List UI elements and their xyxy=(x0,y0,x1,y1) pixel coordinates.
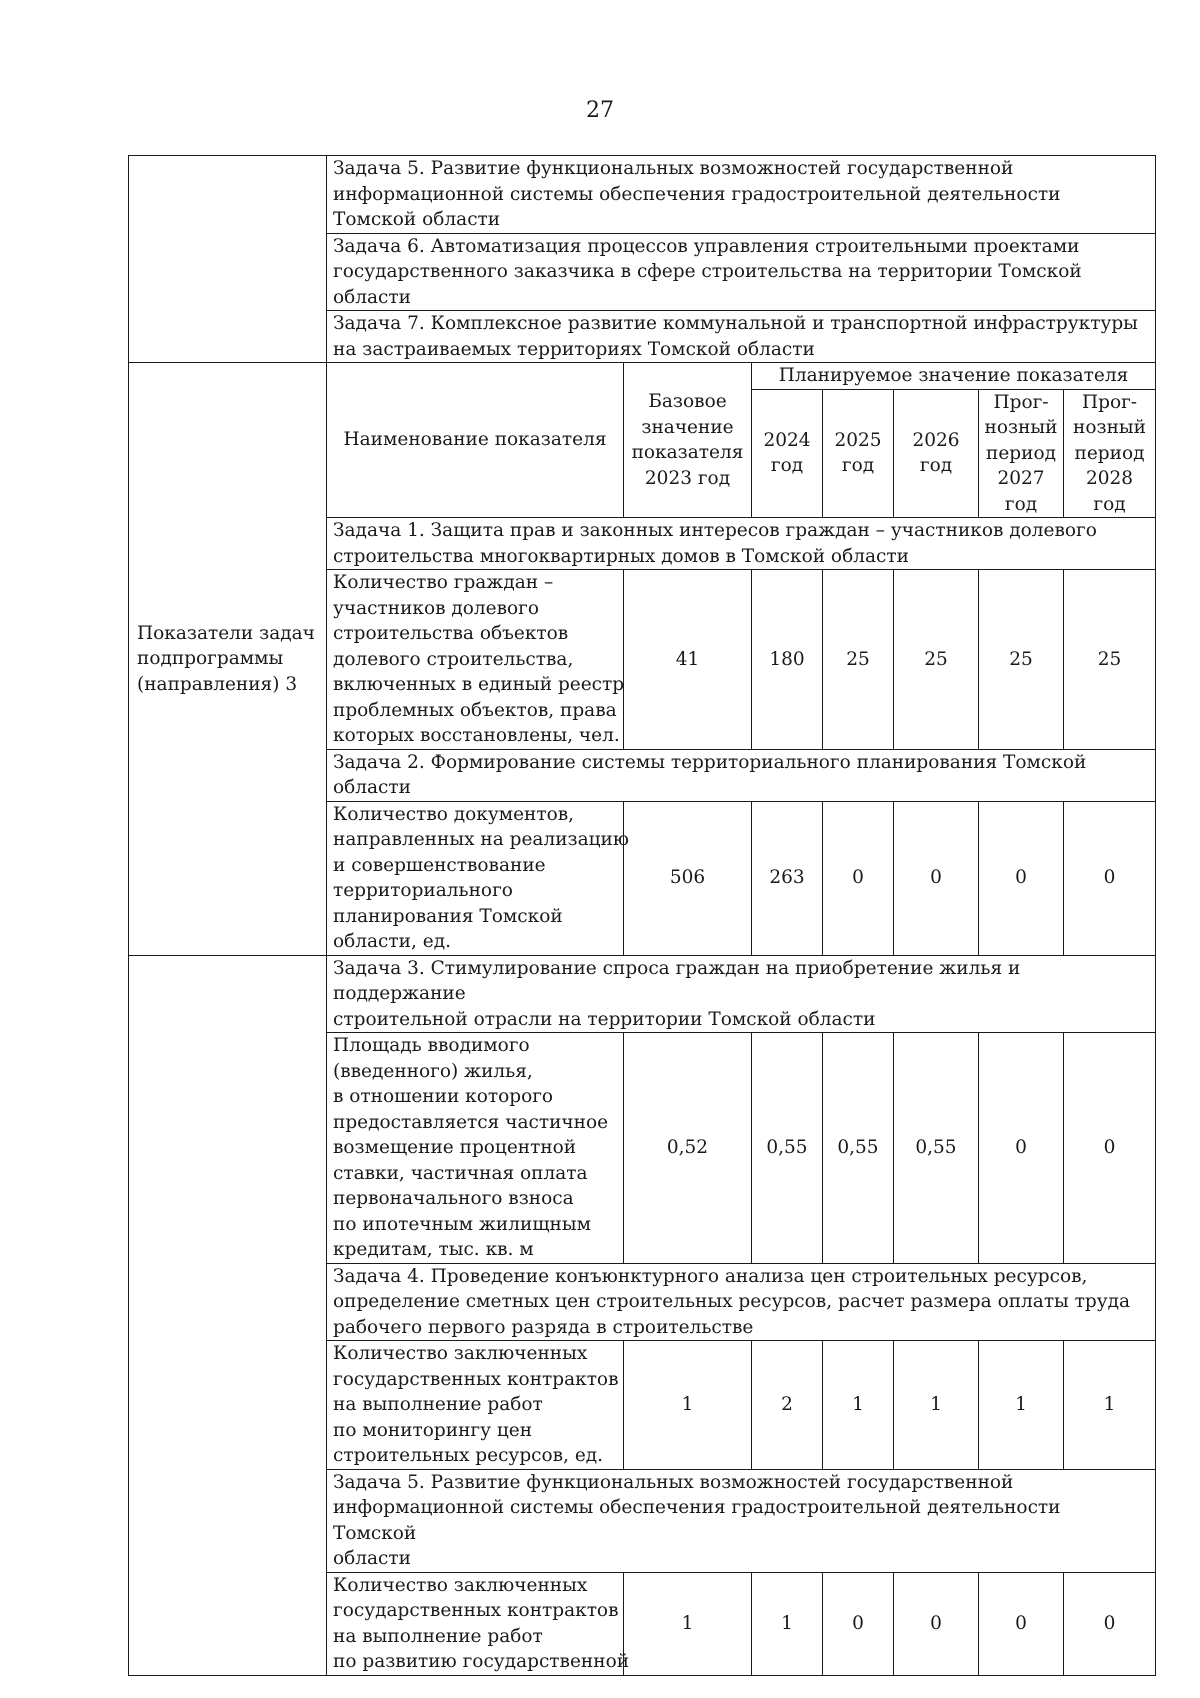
indicator-value xyxy=(752,1033,823,1264)
header-year xyxy=(894,389,979,518)
header-year-text: год xyxy=(1004,493,1038,515)
task-text: Задача 1. Защита прав и законных интересов граждан – участников долевого xyxy=(333,520,1097,541)
indicator-value-text: 25 xyxy=(1009,648,1033,670)
header-planned xyxy=(752,363,1156,390)
section-label-text: подпрограммы xyxy=(137,648,284,669)
task-cell xyxy=(327,1263,1156,1341)
indicator-value-text: 1 xyxy=(930,1394,942,1415)
indicator-text: направленных на реализацию xyxy=(333,829,629,850)
indicator-value xyxy=(624,570,752,750)
header-name xyxy=(327,363,624,518)
indicator-name xyxy=(327,1341,624,1470)
task-text: Задача 4. Проведение конъюнктурного анализа цен строительных ресурсов, xyxy=(333,1265,1088,1287)
indicator-value-text: 1 xyxy=(781,1612,793,1634)
task-cell xyxy=(327,233,1156,311)
indicator-value-text: 506 xyxy=(669,867,706,889)
header-year xyxy=(979,389,1064,518)
indicator-value-text: 0,55 xyxy=(766,1137,808,1158)
indicator-name xyxy=(327,1572,630,1675)
header-year-text: год xyxy=(770,455,804,477)
indicator-value xyxy=(823,1572,894,1675)
indicator-value-text: 0,55 xyxy=(837,1137,879,1158)
task-cell xyxy=(327,1469,1156,1572)
indicator-value xyxy=(1064,801,1156,955)
indicator-text: по мониторингу цен xyxy=(333,1419,533,1441)
task-text: Задача 2. Формирование системы территориального планирования Томской области xyxy=(333,751,1087,798)
header-year xyxy=(823,389,894,518)
indicator-value-text: 1 xyxy=(1015,1394,1027,1415)
header-row xyxy=(129,363,1156,390)
indicator-value xyxy=(1064,1341,1156,1470)
indicator-text: Площадь вводимого xyxy=(333,1035,530,1056)
task-text: государственного заказчика в сфере строительства на территории Томской области xyxy=(333,261,1082,308)
indicator-value-text: 0 xyxy=(1103,867,1116,889)
header-year-text: 2025 xyxy=(834,429,882,451)
indicator-text: на выполнение работ xyxy=(333,1394,543,1415)
indicator-text: строительных ресурсов, ед. xyxy=(333,1445,604,1466)
header-base-text: 2023 год xyxy=(644,467,731,489)
indicator-value-text: 0,52 xyxy=(666,1137,709,1158)
header-year-text: 2027 xyxy=(997,468,1045,489)
indicator-value xyxy=(979,1341,1064,1470)
task-row xyxy=(129,955,1156,1033)
indicator-text: долевого строительства, xyxy=(333,648,574,670)
task-cell xyxy=(327,518,1156,570)
task-text: информационной системы обеспечения градостроительной деятельности Томской xyxy=(333,1497,1061,1544)
indicator-value-text: 25 xyxy=(924,648,948,670)
header-year-text: нозный xyxy=(984,417,1058,438)
indicator-value-text: 1 xyxy=(681,1394,694,1415)
header-year-text: 2028 xyxy=(1085,468,1134,489)
indicator-value xyxy=(752,1341,823,1470)
indicator-value-text: 2 xyxy=(781,1394,793,1415)
task-text: определение сметных цен строительных ресурсов, расчет размера оплаты труда xyxy=(333,1291,1131,1312)
header-year xyxy=(752,389,823,518)
indicator-value xyxy=(823,1341,894,1470)
indicator-value xyxy=(979,1572,1064,1675)
indicator-value-text: 41 xyxy=(675,648,700,670)
indicator-text: планирования Томской xyxy=(333,905,563,927)
indicator-value-text: 25 xyxy=(846,648,870,670)
header-base xyxy=(624,363,752,518)
indicator-value xyxy=(752,570,823,750)
indicator-text: по развитию государственной xyxy=(333,1651,630,1672)
header-year-text: период xyxy=(986,442,1056,464)
indicator-text: возмещение процентной xyxy=(333,1137,577,1158)
header-year-text: 2026 xyxy=(912,429,960,451)
task-text: строительной отрасли на территории Томской области xyxy=(333,1008,876,1030)
indicator-value-text: 180 xyxy=(769,648,805,670)
task-text: строительства многоквартирных домов в Томской области xyxy=(333,545,909,567)
indicator-text: на выполнение работ xyxy=(333,1625,543,1647)
indicator-value xyxy=(894,570,979,750)
indicator-text: государственных контрактов xyxy=(333,1368,619,1390)
empty-cell xyxy=(129,955,327,1675)
indicator-value-text: 0 xyxy=(1015,1612,1027,1634)
header-year-text: Прог- xyxy=(1081,391,1138,413)
indicator-value-text: 0 xyxy=(852,867,864,889)
indicator-text: Количество документов, xyxy=(333,803,575,825)
indicator-value xyxy=(624,1572,752,1675)
indicator-value xyxy=(1064,1572,1156,1675)
indicator-value xyxy=(1064,1033,1156,1264)
indicator-value xyxy=(823,570,894,750)
indicator-value xyxy=(894,801,979,955)
task-cell xyxy=(327,749,1156,801)
indicator-name xyxy=(327,570,624,750)
task-text: информационной системы обеспечения градостроительной деятельности xyxy=(333,183,1061,205)
indicator-text: области, ед. xyxy=(333,931,451,952)
task-row xyxy=(129,156,1156,234)
task-text: Томской области xyxy=(333,209,501,230)
indicator-text: предоставляется частичное xyxy=(333,1111,609,1133)
section-label-text: (направления) 3 xyxy=(137,673,298,695)
header-base-text: Базовое xyxy=(648,391,727,412)
indicator-value-text: 0,55 xyxy=(915,1137,957,1158)
indicator-value-text: 25 xyxy=(1097,648,1122,670)
indicator-value-text: 1 xyxy=(681,1612,694,1634)
indicator-value xyxy=(894,1033,979,1264)
indicator-text: которых восстановлены, чел. xyxy=(333,725,620,746)
section-label-text: Показатели задач xyxy=(137,622,315,644)
indicator-value xyxy=(823,801,894,955)
task-text: Задача 3. Стимулирование спроса граждан на приобретение жилья и поддержание xyxy=(333,957,1021,1004)
indicator-value-text: 1 xyxy=(852,1394,864,1415)
header-year-text: год xyxy=(841,455,875,477)
indicator-text: в отношении которого xyxy=(333,1086,554,1107)
indicator-value xyxy=(823,1033,894,1264)
task-text: на застраиваемых территориях Томской области xyxy=(333,338,815,360)
indicator-value xyxy=(752,801,823,955)
indicator-value-text: 0 xyxy=(1103,1137,1116,1158)
indicators-table xyxy=(128,155,1156,1676)
indicator-value-text: 1 xyxy=(1103,1394,1116,1415)
task-text: Задача 6. Автоматизация процессов управления строительными проектами xyxy=(333,235,1080,257)
header-base-text: значение xyxy=(641,416,734,438)
task-text: Задача 5. Развитие функциональных возможностей государственной xyxy=(333,158,1014,179)
indicator-value-text: 0 xyxy=(930,867,942,889)
indicator-value xyxy=(1064,570,1156,750)
indicator-text: государственных контрактов xyxy=(333,1600,619,1621)
header-name-text: Наименование показателя xyxy=(343,429,607,451)
indicator-text: и совершенствование xyxy=(333,854,546,876)
indicator-value xyxy=(624,801,752,955)
indicator-value-text: 0 xyxy=(1015,867,1027,889)
empty-cell xyxy=(129,156,327,363)
indicator-value xyxy=(624,1033,752,1264)
page-number: 27 xyxy=(586,98,614,123)
header-year-text: Прог- xyxy=(993,391,1049,413)
indicator-text: территориального xyxy=(333,880,513,901)
indicator-value xyxy=(752,1572,823,1675)
header-planned-text: Планируемое значение показателя xyxy=(778,365,1129,386)
indicator-text: (введенного) жилья, xyxy=(333,1060,533,1082)
indicator-text: Количество граждан – xyxy=(333,572,554,593)
indicator-value xyxy=(894,1341,979,1470)
task-text: области xyxy=(333,1548,411,1569)
task-cell xyxy=(327,311,1156,363)
section-label xyxy=(129,363,327,956)
indicator-text: Количество заключенных xyxy=(333,1574,588,1596)
indicator-value-text: 263 xyxy=(769,867,805,889)
indicator-text: ставки, частичная оплата xyxy=(333,1162,588,1184)
indicator-text: кредитам, тыс. кв. м xyxy=(333,1239,534,1260)
task-text: Задача 7. Комплексное развитие коммунальной и транспортной инфраструктуры xyxy=(333,313,1138,334)
indicator-text: строительства объектов xyxy=(333,623,569,644)
header-base-text: показателя xyxy=(631,442,744,463)
indicator-text: Количество заключенных xyxy=(333,1343,588,1364)
indicator-text: проблемных объектов, права xyxy=(333,699,617,721)
indicator-name xyxy=(327,801,629,955)
indicator-text: первоначального взноса xyxy=(333,1188,574,1209)
task-text: рабочего первого разряда в строительстве xyxy=(333,1316,754,1338)
indicator-value xyxy=(979,801,1064,955)
task-text: Задача 5. Развитие функциональных возможностей государственной xyxy=(333,1471,1014,1493)
indicator-value-text: 0 xyxy=(852,1612,864,1634)
header-year-text: нозный xyxy=(1073,417,1146,438)
header-year-text: период xyxy=(1074,442,1145,464)
indicator-value xyxy=(894,1572,979,1675)
header-year-text: год xyxy=(919,455,953,477)
indicator-text: включенных в единый реестр xyxy=(333,674,625,695)
indicator-value-text: 0 xyxy=(930,1612,942,1634)
header-year-text: 2024 xyxy=(763,429,811,451)
indicator-value xyxy=(979,570,1064,750)
indicator-value-text: 0 xyxy=(1103,1612,1116,1634)
task-cell xyxy=(327,156,1156,234)
task-cell xyxy=(327,955,1156,1033)
header-year-text: год xyxy=(1093,493,1126,515)
indicator-text: участников долевого xyxy=(333,597,540,619)
indicator-name xyxy=(327,1033,624,1264)
indicator-value xyxy=(979,1033,1064,1264)
indicator-value-text: 0 xyxy=(1015,1137,1027,1158)
indicator-text: по ипотечным жилищным xyxy=(333,1213,591,1235)
header-year xyxy=(1064,389,1156,518)
indicator-value xyxy=(624,1341,752,1470)
